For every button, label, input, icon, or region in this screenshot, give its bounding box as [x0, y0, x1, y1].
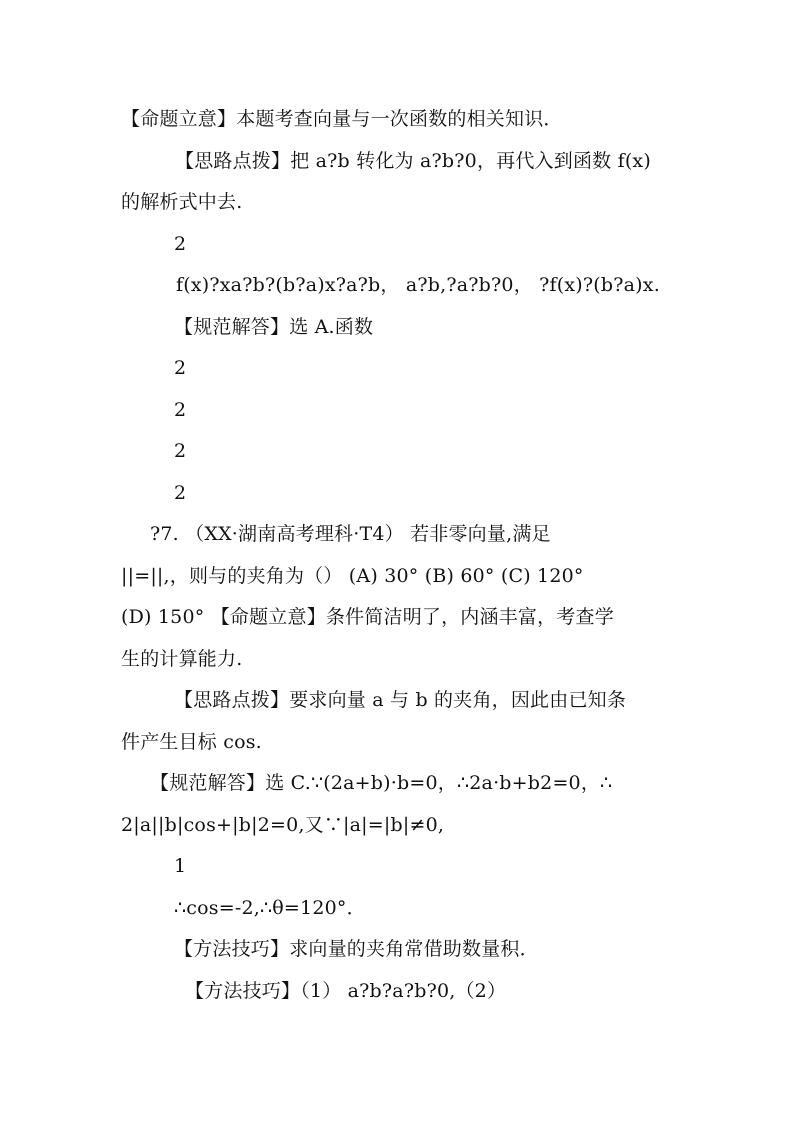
text-line: 【方法技巧】（1） a?b?a?b?0,（2） — [185, 980, 507, 1002]
text-line: 的解析式中去. — [121, 191, 243, 213]
text-line: 【规范解答】选 A.函数 — [174, 316, 374, 338]
text-line: 生的计算能力. — [121, 648, 243, 670]
text-line: 【思路点拨】要求向量 a 与 b 的夹角，因此由已知条 — [174, 689, 627, 711]
text-line: 【思路点拨】把 a?b 转化为 a?b?0，再代入到函数 f(x) — [175, 150, 651, 172]
text-line: 2|a||b|cos+|b|2=0,又∵|a|=|b|≠0, — [121, 814, 445, 836]
text-line: ?7. （XX·湖南高考理科·T4） 若非零向量,满足 — [150, 523, 551, 545]
text-line: 【规范解答】选 C.∵(2a+b)·b=0，∴2a·b+b2=0，∴ — [150, 772, 613, 794]
text-line: ||=||,，则与的夹角为（） (A) 30° (B) 60° (C) 120° — [121, 565, 584, 587]
text-line: 1 — [174, 855, 187, 877]
text-line: 2 — [174, 482, 187, 504]
text-line: 件产生目标 cos. — [121, 731, 262, 753]
text-line: 【命题立意】本题考查向量与一次函数的相关知识． — [121, 108, 563, 130]
text-line: f(x)?xa?b?(b?a)x?a?b， a?b,?a?b?0， ?f(x)?(b?a)x. — [176, 274, 660, 296]
text-line: 2 — [174, 440, 187, 462]
text-line: 【方法技巧】求向量的夹角常借助数量积． — [174, 938, 539, 960]
text-line: 2 — [174, 357, 187, 379]
text-line: (D) 150° 【命题立意】条件简洁明了，内涵丰富，考查学 — [121, 606, 614, 628]
text-line: 2 — [174, 399, 187, 421]
text-line: 2 — [174, 233, 187, 255]
text-line: ∴cos=-2,∴θ=120°． — [174, 897, 366, 919]
